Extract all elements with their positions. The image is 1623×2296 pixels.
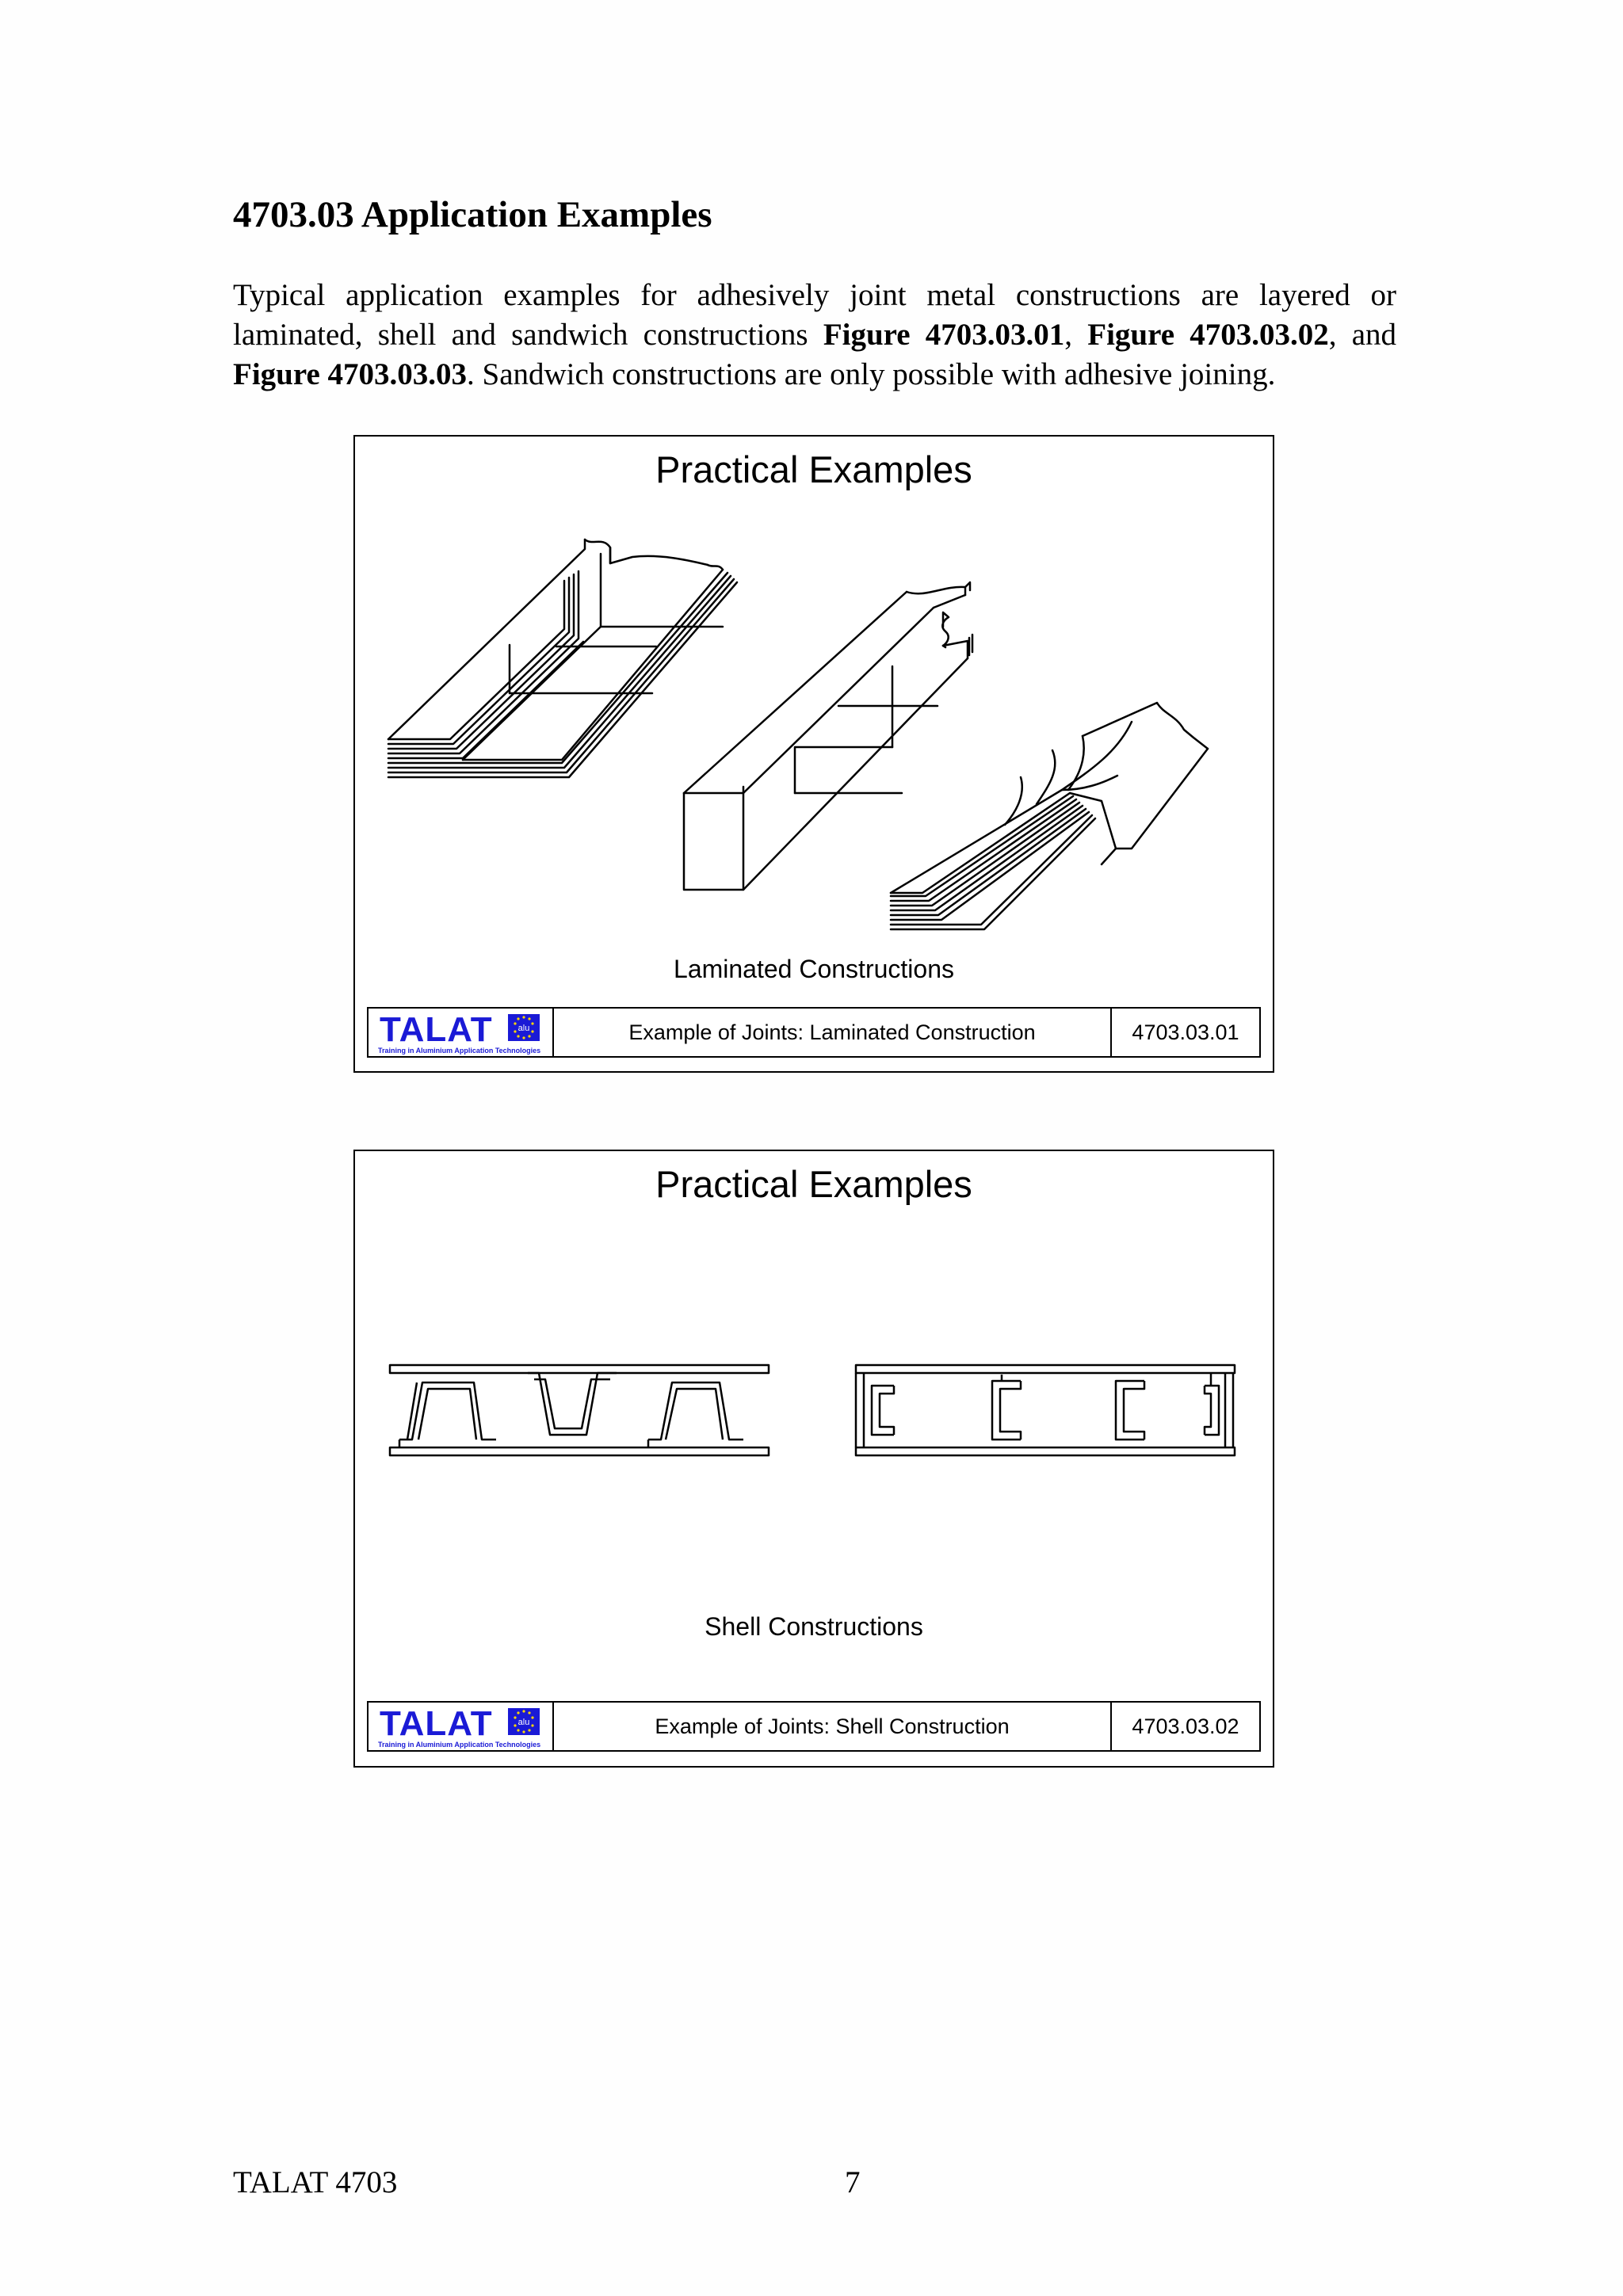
paragraph-text: Typical application examples for adhesively joint metal constructions are layered or laminated, shell and sandwich constructions (233, 278, 1396, 352)
logo-wordmark: TALAT (380, 1704, 493, 1743)
trapezoidal-core-panel-drawing (390, 1365, 769, 1455)
logo-tagline: Training in Aluminium Application Technologies (378, 1741, 541, 1749)
shell-construction-drawing (355, 1151, 1273, 1766)
paragraph-text: . Sandwich constructions are only possible with adhesive joining. (467, 357, 1276, 391)
section-heading: 4703.03 Application Examples (233, 194, 712, 235)
eu-flag-icon (508, 1708, 540, 1735)
figure-title: Practical Examples (655, 448, 972, 490)
figure-caption: Shell Constructions (705, 1612, 923, 1641)
logo-wordmark: TALAT (380, 1010, 493, 1049)
figure-number: 4703.03.01 (1132, 1020, 1239, 1044)
footer-document-id: TALAT 4703 (233, 2165, 398, 2199)
figure-footer-bar (367, 1701, 1261, 1752)
figure-reference[interactable]: Figure 4703.03.01 (823, 318, 1065, 352)
figure-number: 4703.03.02 (1132, 1714, 1239, 1738)
figure-reference[interactable]: Figure 4703.03.03 (233, 357, 468, 391)
figure-description: Example of Joints: Laminated Construction (554, 1009, 1112, 1056)
logo-flag-text: alu (517, 1718, 530, 1727)
laminated-t-profile-drawing (388, 540, 737, 777)
figure-caption: Laminated Constructions (674, 955, 954, 983)
logo-tagline: Training in Aluminium Application Technologies (378, 1047, 541, 1055)
figure-reference[interactable]: Figure 4703.03.02 (1087, 318, 1329, 352)
figure-shell-construction (353, 1150, 1274, 1768)
footer-page-number: 7 (845, 2165, 861, 2199)
talat-logo (369, 1703, 554, 1750)
figure-description: Example of Joints: Shell Construction (554, 1703, 1112, 1750)
c-channel-core-panel-drawing (856, 1365, 1235, 1455)
figure-footer-bar (367, 1007, 1261, 1058)
eu-flag-icon (508, 1014, 540, 1041)
body-paragraph (233, 276, 1396, 395)
logo-flag-text: alu (517, 1024, 530, 1033)
laminated-channel-drawing (684, 582, 972, 890)
laminated-tapered-joint-drawing (891, 703, 1208, 929)
figure-laminated-construction (353, 435, 1274, 1073)
talat-logo (369, 1009, 554, 1056)
paragraph-text: , (1064, 318, 1088, 352)
figure-title: Practical Examples (655, 1163, 972, 1205)
paragraph-text: , and (1328, 318, 1397, 352)
